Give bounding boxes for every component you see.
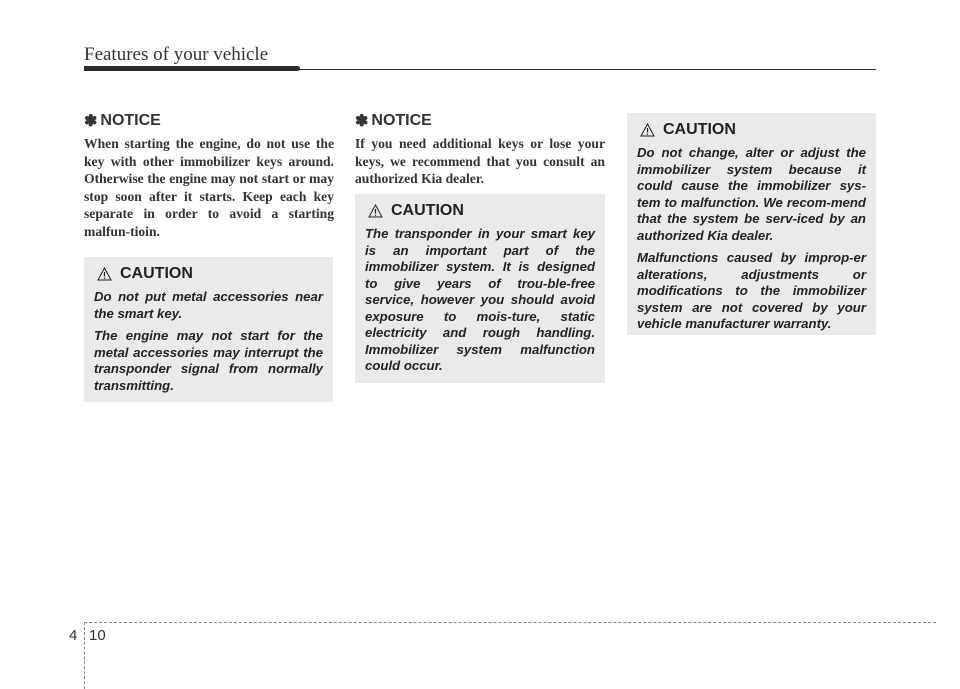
caution-paragraph: Malfunctions caused by improp-er alterations, adjustments or modifications to the immobilizer system are not covered by your vehicle manufacturer warranty. xyxy=(637,250,866,331)
caution-box-3 xyxy=(627,113,876,335)
page-number: 10 xyxy=(89,627,106,644)
notice-heading xyxy=(84,111,334,131)
star-icon: ✽ xyxy=(84,113,98,130)
notice-block-2 xyxy=(355,111,605,188)
caution-box-2 xyxy=(355,194,605,383)
chapter-number: 4 xyxy=(69,627,78,644)
caution-title: CAUTION xyxy=(120,265,193,282)
caution-title: CAUTION xyxy=(391,202,464,219)
warning-triangle-icon xyxy=(97,267,112,281)
warning-triangle-icon xyxy=(640,123,655,137)
caution-heading xyxy=(94,265,323,283)
caution-paragraph: Do not put metal accessories near the smart key. xyxy=(94,289,323,321)
caution-paragraph: Do not change, alter or adjust the immobilizer system because it could cause the immobilizer sys-tem to malfunction. We recom-mend that the system be serv-iced by an authorized Kia dealer. xyxy=(637,145,866,243)
footer-rule xyxy=(84,622,936,623)
notice-block-1 xyxy=(84,111,334,240)
footer-divider xyxy=(84,622,85,689)
caution-paragraph: The engine may not start for the metal accessories may interrupt the transponder signal from normally transmitting. xyxy=(94,328,323,393)
notice-heading xyxy=(355,111,605,131)
notice-body: When starting the engine, do not use the key with other immobilizer keys around. Otherwise the engine may not start or may stop soon after it starts. Keep each key separate in order to avoid a starting malfun-tioin. xyxy=(84,136,334,239)
page-header-title: Features of your vehicle xyxy=(84,44,269,65)
notice-body: If you need additional keys or lose your keys, we recommend that you consult an authorized Kia dealer. xyxy=(355,136,605,186)
caution-heading xyxy=(365,202,595,220)
caution-paragraph: The transponder in your smart key is an important part of the immobilizer system. It is designed to give years of trou-ble-free service, however you should avoid exposure to mois-ture, static electricity and rough handling. Immobilizer system malfunction could occur. xyxy=(365,226,595,373)
caution-heading xyxy=(637,121,866,139)
caution-title: CAUTION xyxy=(663,121,736,138)
notice-title: NOTICE xyxy=(371,112,432,129)
notice-title: NOTICE xyxy=(100,112,161,129)
caution-box-1 xyxy=(84,257,333,402)
star-icon: ✽ xyxy=(355,113,369,130)
header-rule xyxy=(84,69,876,70)
warning-triangle-icon xyxy=(368,204,383,218)
